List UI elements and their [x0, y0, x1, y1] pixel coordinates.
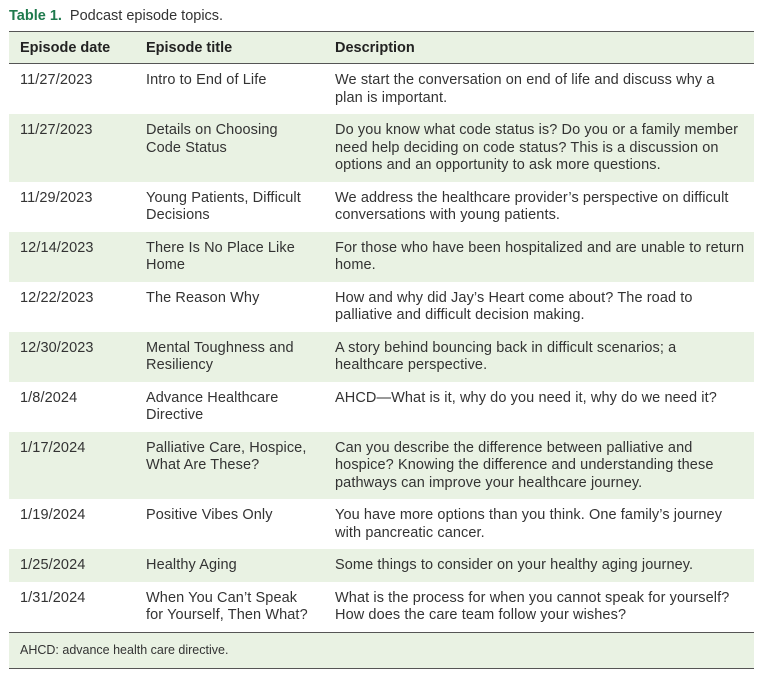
description-cell: We start the conversation on end of life and discuss why a plan is important.: [335, 72, 715, 106]
header-row: [9, 32, 754, 64]
table-footnote: AHCD: advance health care directive.: [9, 632, 754, 668]
header-episode-title: Episode title: [135, 32, 324, 64]
episode-title-cell: Advance Healthcare Directive: [146, 389, 279, 423]
table-row: [9, 282, 754, 332]
table-footer: [9, 632, 754, 668]
description-cell: How and why did Jay’s Heart come about? The road to palliative and difficult decision making.: [335, 289, 693, 323]
table-row: [9, 64, 754, 115]
description-cell: Do you know what code status is? Do you or a family member need help deciding on code status? This is a discussion on options and an opportunity to ask more questions.: [324, 114, 754, 182]
table-row: [9, 499, 754, 549]
episode-title-cell: Mental Toughness and Resiliency: [135, 332, 324, 382]
table-caption-text: Podcast episode topics.: [69, 8, 224, 24]
episode-date-cell: 11/27/2023: [20, 72, 93, 88]
episode-title-cell: The Reason Why: [146, 289, 260, 306]
episode-date-cell: 1/31/2024: [9, 582, 135, 633]
episode-date-cell: 12/30/2023: [9, 332, 135, 382]
table-row: [9, 232, 754, 282]
table-row: [9, 114, 754, 182]
episode-date-cell: 1/19/2024: [20, 507, 86, 523]
episode-date-cell: 1/17/2024: [9, 432, 135, 500]
episode-date-cell: 11/27/2023: [9, 114, 135, 182]
table-row: [9, 582, 754, 633]
episode-title-cell: Details on Choosing Code Status: [135, 114, 324, 182]
table-row: [9, 549, 754, 582]
description-cell: AHCD—What is it, why do you need it, why do we need it?: [335, 389, 717, 406]
table-row: [9, 432, 754, 500]
table-row: [9, 332, 754, 382]
episode-title-cell: Healthy Aging: [135, 549, 324, 582]
table-row: [9, 382, 754, 432]
episode-title-cell: Intro to End of Life: [146, 72, 267, 88]
header-description: Description: [324, 32, 754, 64]
episode-title-cell: There Is No Place Like Home: [135, 232, 324, 282]
episode-date-cell: 11/29/2023: [20, 189, 93, 206]
episode-title-cell: Positive Vibes Only: [146, 507, 273, 523]
table-caption: [9, 6, 223, 26]
description-cell: Some things to consider on your healthy aging journey.: [324, 549, 754, 582]
episode-date-cell: 12/22/2023: [20, 289, 94, 306]
episode-table: [9, 31, 754, 669]
header-episode-date: Episode date: [9, 32, 135, 64]
episode-title-cell: Palliative Care, Hospice, What Are These?: [135, 432, 324, 500]
description-cell: We address the healthcare provider’s perspective on difficult conversations with young patients.: [335, 189, 729, 223]
footnote-row: [9, 632, 754, 668]
episode-date-cell: 1/8/2024: [20, 389, 78, 406]
table-row: [9, 182, 754, 232]
description-cell: A story behind bouncing back in difficult scenarios; a healthcare perspective.: [324, 332, 754, 382]
episode-title-cell: When You Can’t Speak for Yourself, Then What?: [135, 582, 324, 633]
description-cell: Can you describe the difference between palliative and hospice? Knowing the difference and understanding these pathways can improve your healthcare journey.: [324, 432, 754, 500]
table-header: [9, 32, 754, 64]
episode-title-cell: Young Patients, Difficult Decisions: [146, 189, 301, 223]
description-cell: For those who have been hospitalized and are unable to return home.: [324, 232, 754, 282]
description-cell: What is the process for when you cannot speak for yourself? How does the care team follow your wishes?: [324, 582, 754, 633]
table-body: [9, 64, 754, 633]
description-cell: You have more options than you think. One family’s journey with pancreatic cancer.: [335, 507, 723, 541]
episode-date-cell: 12/14/2023: [9, 232, 135, 282]
episode-date-cell: 1/25/2024: [9, 549, 135, 582]
table-caption-label: Table 1.: [9, 8, 62, 24]
